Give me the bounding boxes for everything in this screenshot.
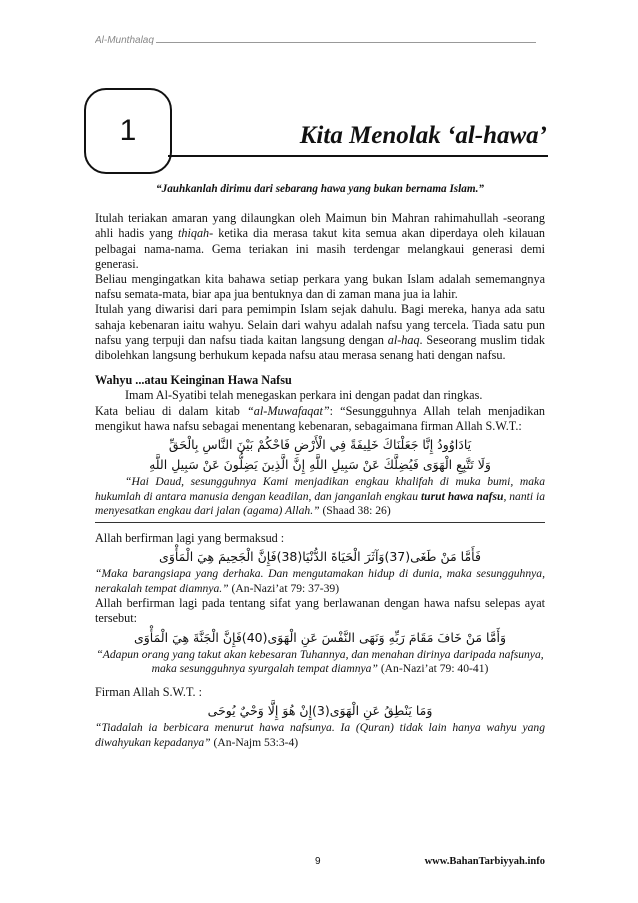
paragraph-3-emphasis: al-haq: [387, 332, 420, 347]
section-divider: [95, 522, 545, 523]
page-content: [95, 182, 545, 750]
paragraph-1-text-a: Itulah teriakan amaran yang dilaungkan oleh Maimun bin Mahran rahimahullah -seorang ahli hadis yang: [95, 211, 545, 241]
verse-3-reference: (An-Nazi’at 79: 40-41): [377, 662, 489, 676]
verse-1-translation-a: “Hai Daud, sesungguhnya Kami menjadikan engkau khalifah di muka bumi, maka hukumlah di antara manusia dengan keadilan, dan janganlah engkau: [95, 475, 545, 503]
paragraph-1-emphasis: thiqah-: [177, 226, 214, 241]
section-intro-2-text-a: Kata beliau di dalam kitab: [95, 403, 248, 418]
verse-3-arabic: وَأَمَّا مَنْ خَافَ مَقَامَ رَبِّهِ وَنَهَى النَّفْسَ عَنِ الْهَوَى(40)فَإِنَّ الْجَنَّةَ هِيَ الْمَأْوَى: [133, 629, 507, 645]
verse-2-translation: [95, 567, 545, 596]
running-title: Al-Munthalaq: [95, 35, 154, 46]
verse-2-intro: Allah berfirman lagi yang bermaksud :: [95, 530, 285, 545]
verse-1-reference: (Shaad 38: 26): [319, 504, 391, 518]
verse-4-arabic: وَمَا يَنْطِقُ عَنِ الْهَوَى(3)إِنْ هُوَ إِلَّا وَحْيٌ يُوحَى: [207, 703, 433, 719]
section-heading: Wahyu ...atau Keinginan Hawa Nafsu: [95, 373, 292, 388]
header-rule: [156, 34, 536, 43]
verse-2-arabic: فَأَمَّا مَنْ طَغَى(37)وَآثَرَ الْحَيَاةَ الدُّنْيَا(38)فَإِنَّ الْجَحِيمَ هِيَ الْمَأْوَى: [159, 549, 481, 565]
paragraph-2: Beliau mengingatkan kita bahawa setiap perkara yang bukan Islam adalah sememangnya nafsu semata-mata, biar apa jua bentuknya dan di zaman mana jua ia lahir.: [95, 272, 545, 302]
verse-1-arabic-line-2: وَلَا تَتَّبِعِ الْهَوَى فَيُضِلَّكَ عَنْ سَبِيلِ اللَّهِ إِنَّ الَّذِينَ يَضِلُّونَ عَنْ سَبِيلِ اللَّهِ: [149, 457, 491, 473]
verse-4-translation-text: “Tiadalah ia berbicara menurut hawa nafsunya. Ia (Quran) tidak lain hanya wahyu yang diwahyukan kepadanya”: [95, 721, 545, 749]
page-number: 9: [315, 856, 321, 867]
section-intro-1: Imam Al-Syatibi telah menegaskan perkara ini dengan padat dan ringkas.: [125, 388, 483, 403]
chapter-underline: [168, 155, 548, 157]
paragraph-3-text-a: Itulah yang diwarisi dari para pemimpin Islam sejak dahulu. Bagi mereka, hanya ada satu sahaja kebenaran iaitu wahyu. Selain dari wahyu adalah nafsu yang tercela. Tiada satu pun nafsu yang terpuji dan nafsu tiada kaitan langsung dengan: [95, 302, 545, 347]
verse-2-translation-text: “Maka barangsiapa yang derhaka. Dan mengutamakan hidup di dunia, maka sesungguhnya, nerakalah tempat diamnya.”: [95, 567, 545, 595]
verse-4-reference: (An-Najm 53:3-4): [210, 735, 299, 749]
verse-3-intro: Allah berfirman lagi pada tentang sifat yang berlawanan dengan hawa nafsu selepas ayat tersebut:: [95, 596, 545, 626]
verse-1-arabic-line-1: يَادَاوُودُ إِنَّا جَعَلْنَاكَ خَلِيفَةً فِي الْأَرْضِ فَاحْكُمْ بَيْنَ النَّاسِ بِالْحَقِّ: [168, 437, 472, 453]
section-intro-2-text-b: : “Sesungguhnya Allah telah menjadikan mengikut hawa nafsu sebagai menentang kebenaran, sebagaimana firman Allah S.W.T.:: [95, 403, 545, 433]
verse-1-translation-b: , nanti ia menyesatkan engkau dari jalan (agama) Allah.”: [95, 489, 545, 518]
section-intro-2: [95, 404, 545, 434]
verse-3-translation-text: “Adapun orang yang takut akan kebesaran Tuhannya, dan menahan dirinya daripada nafsunya, maka sesungguhnya syurgalah tempat diamnya”: [96, 647, 544, 676]
website-link[interactable]: www.BahanTarbiyyah.info: [424, 856, 545, 867]
paragraph-3-text-b: . Seseorang muslim tidak dibolehkan langsung berhukum kepada nafsu atau merasa senang hati dengan nafsu.: [95, 332, 546, 363]
chapter-number-box: [84, 88, 172, 174]
running-header: [95, 34, 545, 46]
chapter-number: 1: [119, 114, 137, 147]
paragraph-1-text-b: ketika dia merasa takut kita semua akan diperdaya oleh kilauan pelbagai nama-nama. Gema teriakan ini masih terdengar melangkaui generasi demi generasi.: [95, 226, 545, 271]
verse-4-intro: Firman Allah S.W.T. :: [95, 684, 202, 699]
kitab-title: “al-Muwafaqat”: [247, 403, 330, 418]
verse-1-translation-bold: turut hawa nafsu: [420, 489, 504, 503]
verse-4-translation: [95, 721, 545, 750]
opening-quote: “Jauhkanlah dirimu dari sebarang hawa yang bukan bernama Islam.”: [156, 183, 484, 195]
paragraph-3: [95, 302, 545, 363]
verse-2-reference: (An-Nazi’at 79: 37-39): [228, 581, 340, 595]
verse-1-translation: [95, 475, 545, 519]
chapter-title: Kita Menolak ‘al-hawa’: [299, 122, 547, 149]
verse-3-translation: [95, 648, 545, 677]
paragraph-1: [95, 211, 545, 272]
